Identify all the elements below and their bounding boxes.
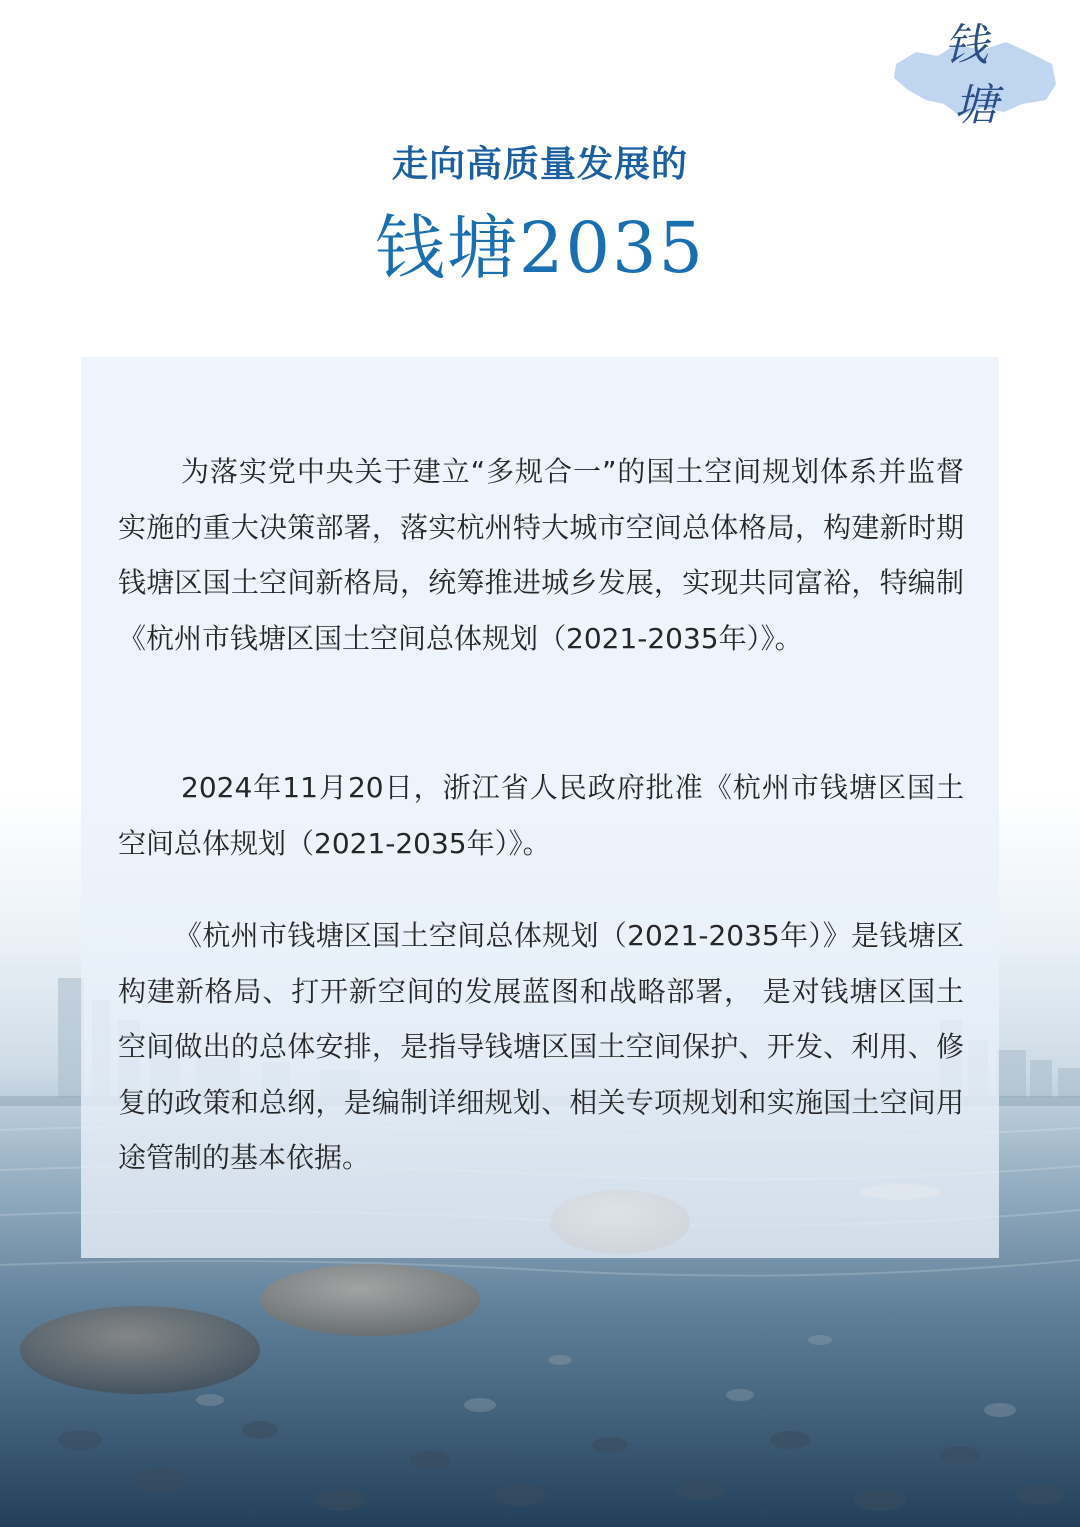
- paragraph-significance: 《杭州市钱塘区国土空间总体规划（2021-2035年）》是钱塘区构建新格局、打开新空间的发展蓝图和战略部署， 是对钱塘区国土空间做出的总体安排，是指导钱塘区国土空间保护、开发、利用、修复的政策和总纲，是编制详细规划、相关专项规划和实施国土空间用途管制的基本依据。: [118, 919, 964, 1174]
- paragraph-intro: 为落实党中央关于建立“多规合一”的国土空间规划体系并监督实施的重大决策部署，落实杭州特大城市空间总体格局，构建新时期钱塘区国土空间新格局，统筹推进城乡发展，实现共同富裕，特编制《杭州市钱塘区国土空间总体规划（2021-2035年）》。: [118, 455, 964, 655]
- page-title: 钱塘2035: [374, 207, 706, 289]
- logo-char-tang: 塘: [954, 80, 998, 131]
- logo-char-qian: 钱: [944, 20, 988, 71]
- paragraph-approval: 2024年11月20日，浙江省人民政府批准《杭州市钱塘区国土空间总体规划（2021-2035年）》。: [118, 771, 964, 860]
- qiantang-map-logo: [886, 12, 1062, 144]
- page-kicker: 走向高质量发展的: [391, 144, 688, 185]
